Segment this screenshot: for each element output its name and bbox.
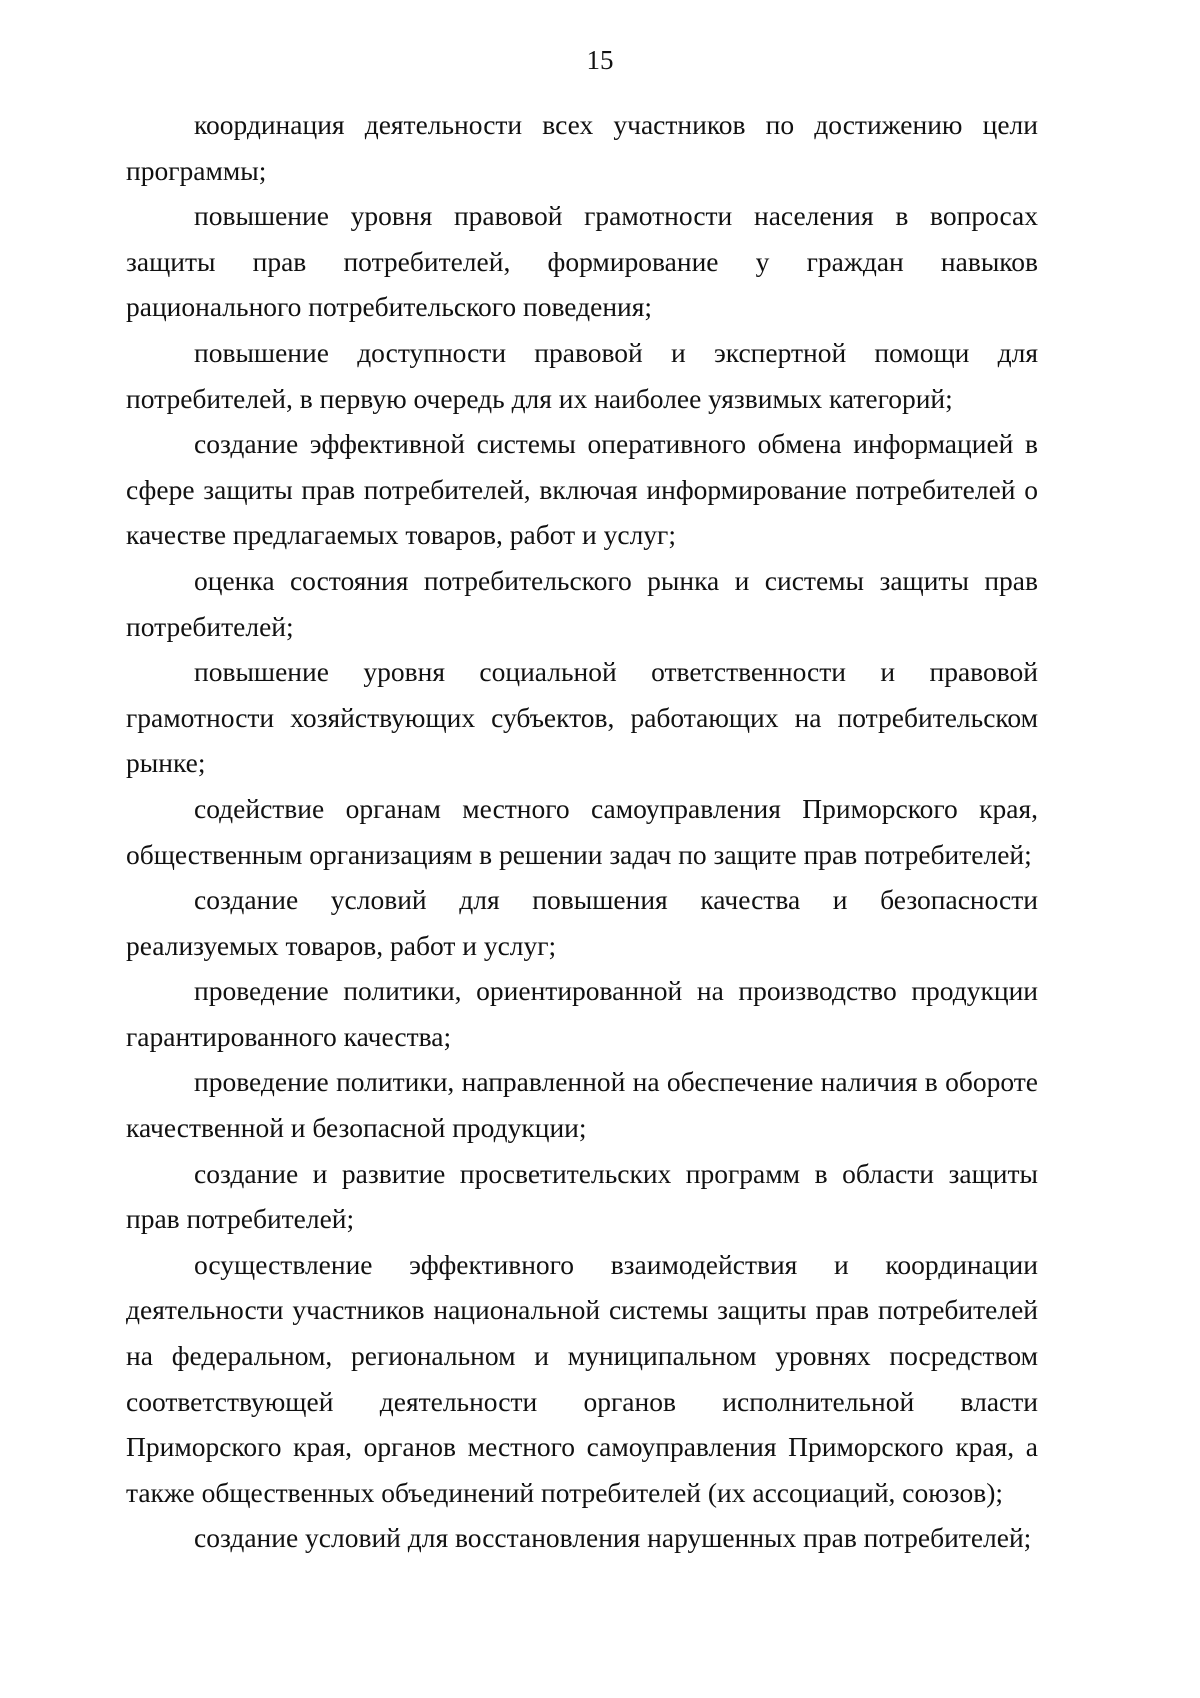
- paragraph-coordination: координация деятельности всех участников по достижению цели программы;: [126, 109, 1038, 186]
- paragraph-legal-assistance: повышение доступности правовой и экспертной помощи для потребителей, в первую очередь для их наиболее уязвимых категорий;: [126, 336, 1038, 414]
- paragraph-local-government-support: содействие органам местного самоуправления Приморского края, общественным организациям в решении задач по защите прав потребителей;: [126, 792, 1038, 870]
- document-body: [126, 102, 1038, 1561]
- paragraph-educational-programs: создание и развитие просветительских программ в области защиты прав потребителей;: [126, 1157, 1038, 1235]
- paragraph-information-exchange: создание эффективной системы оперативного обмена информацией в сфере защиты прав потребителей, включая информирование потребителей о качестве предлагаемых товаров, работ и услуг;: [126, 428, 1038, 551]
- paragraph-rights-restoration: создание условий для восстановления нарушенных прав потребителей;: [194, 1522, 1032, 1554]
- paragraph-safe-products: проведение политики, направленной на обеспечение наличия в обороте качественной и безопасной продукции;: [126, 1066, 1038, 1144]
- paragraph-quality-safety: создание условий для повышения качества и безопасности реализуемых товаров, работ и услуг;: [126, 884, 1038, 961]
- paragraph-social-responsibility: повышение уровня социальной ответственности и правовой грамотности хозяйствующих субъектов, работающих на потребительском рынке;: [126, 656, 1038, 779]
- paragraph-market-assessment: оценка состояния потребительского рынка и системы защиты прав потребителей;: [126, 564, 1038, 642]
- paragraph-interaction-coordination: осуществление эффективного взаимодействия и координации деятельности участников национальной системы защиты прав потребителей на федеральном, региональном и муниципальном уровнях посредством соответствующей деятельности органов исполнительной власти Приморского края, органов местного самоуправления Приморского края, а также общественных объединений потребителей (их ассоциаций, союзов);: [126, 1248, 1038, 1508]
- paragraph-guaranteed-quality: проведение политики, ориентированной на производство продукции гарантированного качества;: [126, 975, 1038, 1052]
- paragraph-legal-literacy: повышение уровня правовой грамотности населения в вопросах защиты прав потребителей, формирование у граждан навыков рационального потребительского поведения;: [126, 200, 1038, 323]
- page-number: 15: [586, 45, 614, 75]
